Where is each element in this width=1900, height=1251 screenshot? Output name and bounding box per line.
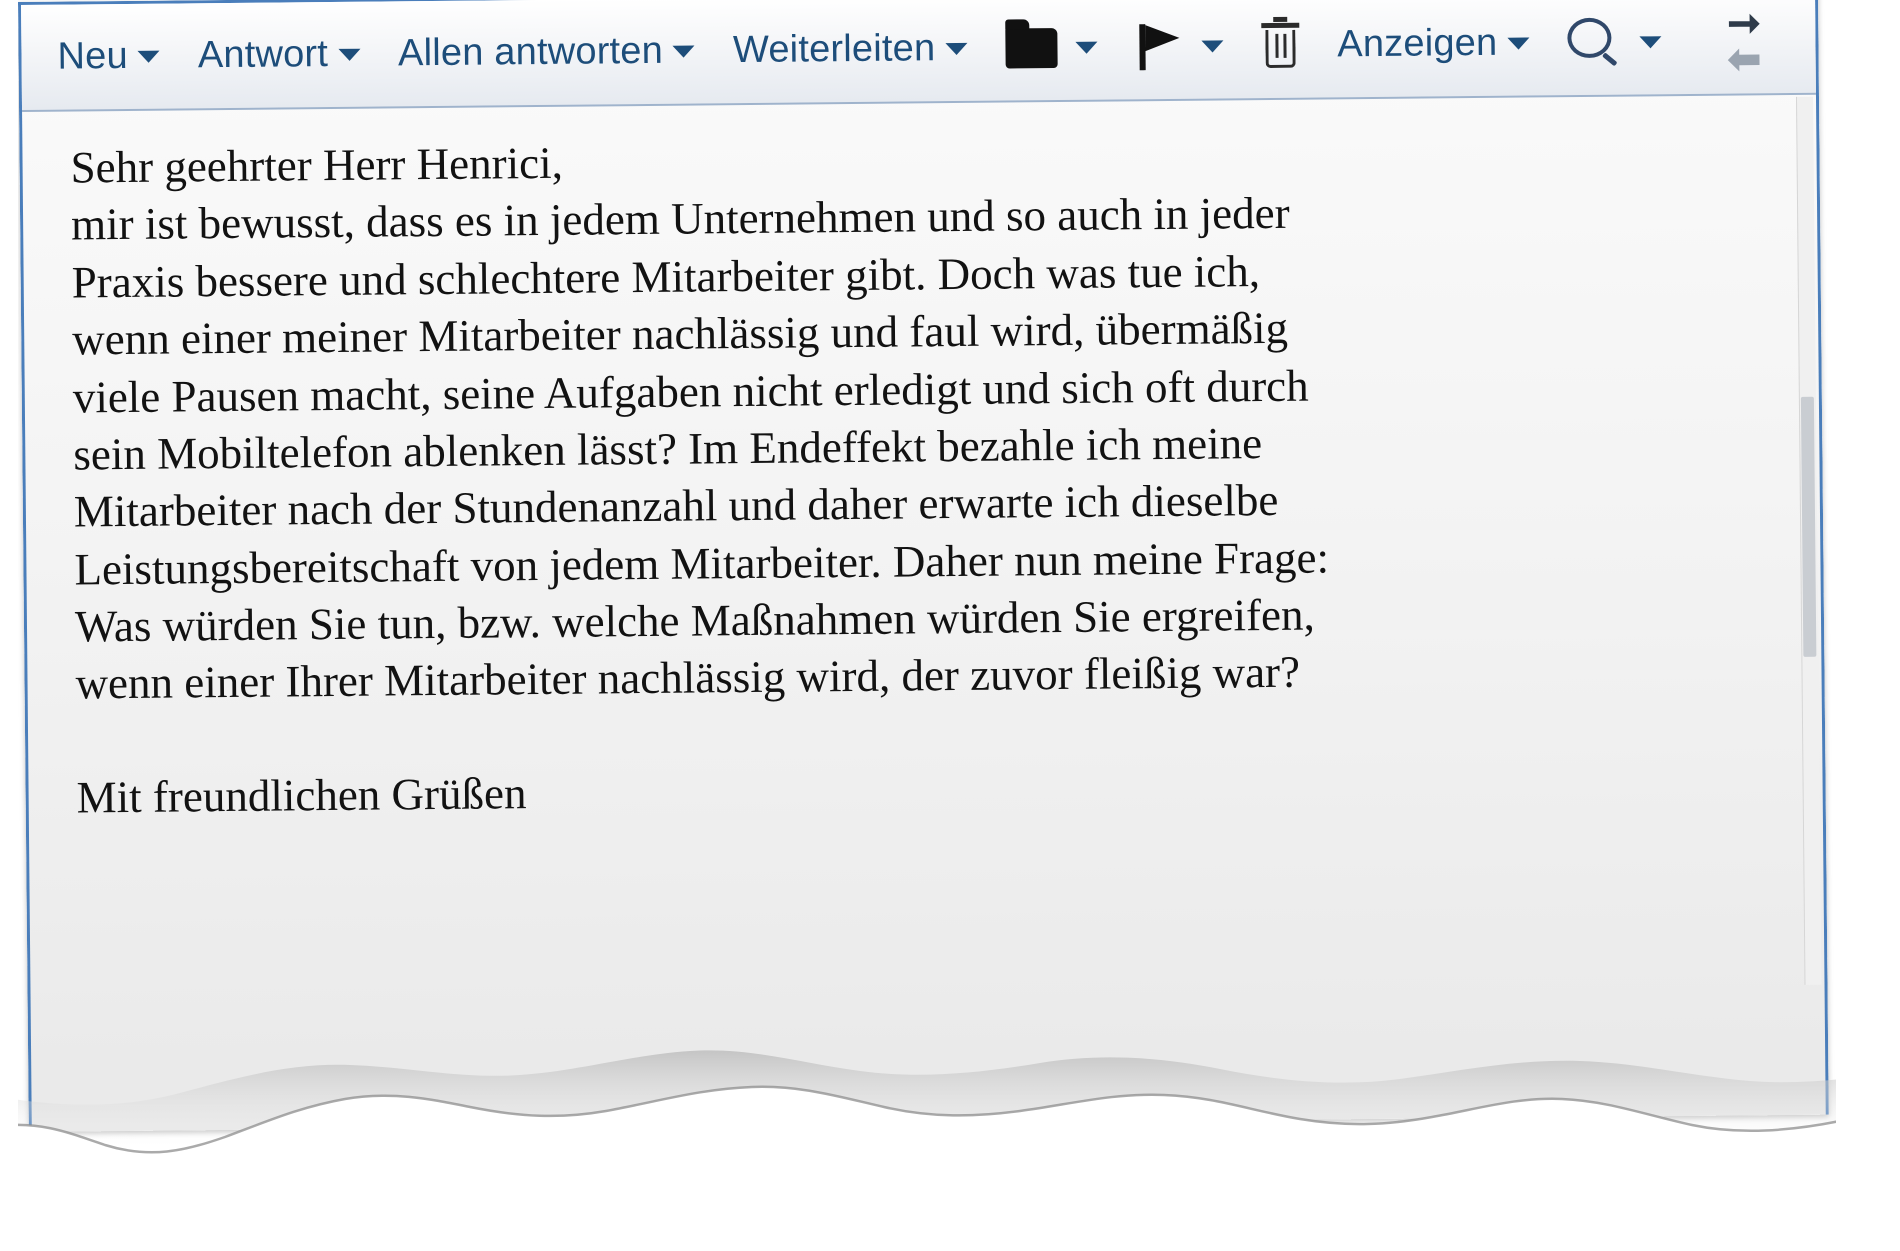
message-body[interactable] bbox=[22, 97, 1826, 1132]
chevron-down-icon[interactable] bbox=[138, 50, 160, 62]
trash-icon bbox=[1261, 22, 1299, 68]
message-line: Was würden Sie tun, bzw. welche Maßnahmen würden Sie ergreifen, bbox=[74, 589, 1315, 652]
chevron-down-icon[interactable] bbox=[338, 48, 360, 60]
right-margin-mask bbox=[1836, 0, 1900, 1251]
toolbar-button-reply-all[interactable] bbox=[388, 15, 706, 90]
search-icon bbox=[1567, 17, 1621, 68]
message-line: Mitarbeiter nach der Stundenanzahl und daher erwarte ich dieselbe bbox=[73, 475, 1279, 537]
toolbar-button-forward[interactable] bbox=[723, 12, 978, 86]
toolbar-button-reply[interactable] bbox=[187, 18, 370, 92]
message-salutation: Sehr geehrter Herr Henrici, bbox=[70, 137, 564, 193]
chevron-down-icon[interactable] bbox=[673, 45, 695, 57]
toolbar-button-flag[interactable] bbox=[1125, 10, 1234, 83]
message-line: wenn einer Ihrer Mitarbeiter nachlässig wird, der zuvor fleißig war? bbox=[75, 647, 1301, 709]
folder-icon bbox=[1005, 28, 1057, 68]
chevron-down-icon[interactable] bbox=[1507, 37, 1529, 49]
expand-toolbar-button[interactable] bbox=[1727, 1, 1786, 83]
scrollbar-thumb[interactable] bbox=[1801, 397, 1816, 657]
chevron-down-icon[interactable] bbox=[1201, 40, 1223, 52]
mail-toolbar bbox=[21, 0, 1816, 112]
toolbar-button-forward-label: Weiterleiten bbox=[732, 27, 936, 72]
chevron-down-icon[interactable] bbox=[945, 42, 967, 54]
arrow-right-icon: ➞ bbox=[1727, 1, 1762, 46]
chevron-down-icon[interactable] bbox=[1075, 41, 1097, 53]
toolbar-button-view[interactable] bbox=[1327, 7, 1540, 81]
message-line: Leistungsbereitschaft von jedem Mitarbeiter. Daher nun meine Frage: bbox=[74, 532, 1330, 595]
message-line: Praxis bessere und schlechtere Mitarbeiter gibt. Doch was tue ich, bbox=[71, 245, 1261, 308]
chevron-down-icon[interactable] bbox=[1639, 36, 1661, 48]
message-line: mir ist bewusst, dass es in jedem Unternehmen und so auch in jeder bbox=[70, 188, 1290, 250]
left-margin-mask bbox=[0, 0, 18, 1251]
toolbar-button-new-label: Neu bbox=[57, 34, 129, 78]
flag-icon bbox=[1135, 23, 1183, 69]
message-line: sein Mobiltelefon ablenken lässt? Im Endeffekt bezahle ich meine bbox=[73, 417, 1263, 480]
toolbar-button-delete[interactable] bbox=[1251, 9, 1310, 82]
message-closing: Mit freundlichen Grüßen bbox=[76, 767, 527, 823]
mail-window bbox=[18, 0, 1829, 1132]
toolbar-button-reply-all-label: Allen antworten bbox=[397, 29, 664, 75]
toolbar-button-reply-label: Antwort bbox=[197, 33, 329, 77]
toolbar-button-view-label: Anzeigen bbox=[1337, 21, 1498, 66]
toolbar-button-search[interactable] bbox=[1557, 6, 1672, 79]
arrow-left-icon: ⬅ bbox=[1727, 37, 1762, 82]
toolbar-button-new[interactable] bbox=[47, 20, 170, 93]
message-line: wenn einer meiner Mitarbeiter nachlässig und faul wird, übermäßig bbox=[72, 302, 1289, 365]
toolbar-button-move-to-folder[interactable] bbox=[995, 11, 1108, 84]
message-line: viele Pausen macht, seine Aufgaben nicht erledigt und sich oft durch bbox=[72, 360, 1309, 422]
